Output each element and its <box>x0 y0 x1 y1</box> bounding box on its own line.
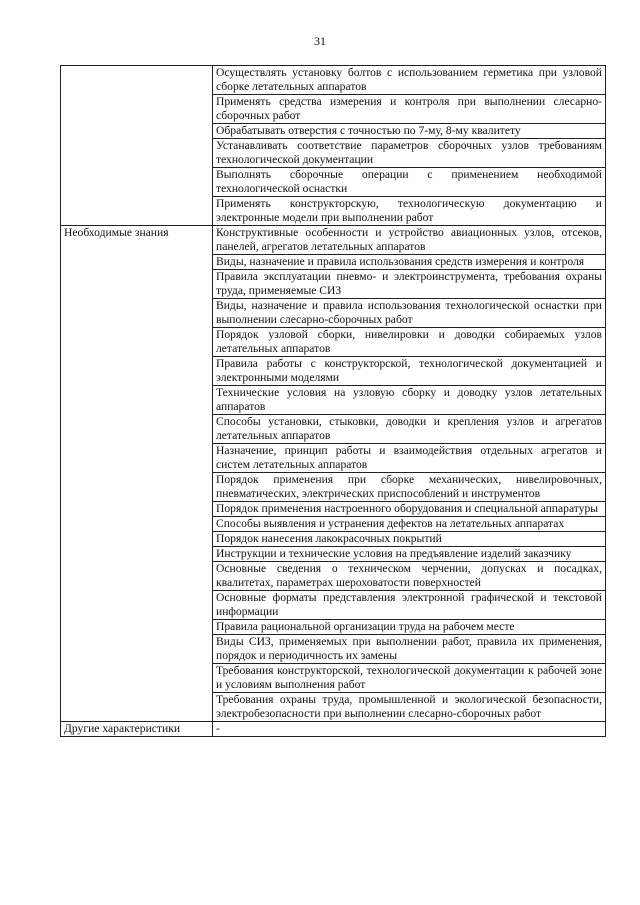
table-row <box>61 226 606 255</box>
knowledge-item: Инструкции и технические условия на предъявление изделий заказчику <box>213 547 606 562</box>
knowledge-label: Необходимые знания <box>61 226 213 722</box>
skills-item: Применять средства измерения и контроля при выполнении слесарно-сборочных работ <box>213 95 606 124</box>
knowledge-item: Правила эксплуатации пневмо- и электроинструмента, требования охраны труда, применяемые СИЗ <box>213 270 606 299</box>
knowledge-item: Виды, назначение и правила использования средств измерения и контроля <box>213 255 606 270</box>
knowledge-item: Правила рациональной организации труда на рабочем месте <box>213 620 606 635</box>
knowledge-item: Порядок узловой сборки, нивелировки и доводки собираемых узлов летательных аппаратов <box>213 328 606 357</box>
knowledge-item: Требования охраны труда, промышленной и экологической безопасности, электробезопасности при выполнении слесарно-сборочных работ <box>213 693 606 722</box>
knowledge-item: Порядок нанесения лакокрасочных покрытий <box>213 532 606 547</box>
knowledge-item: Основные форматы представления электронной графической и текстовой информации <box>213 591 606 620</box>
skills-item: Выполнять сборочные операции с применением необходимой технологической оснастки <box>213 168 606 197</box>
knowledge-item: Требования конструкторской, технологической документации к рабочей зоне и условиям выполнения работ <box>213 664 606 693</box>
knowledge-item: Правила работы с конструкторской, технологической документацией и электронными моделями <box>213 357 606 386</box>
knowledge-item: Виды, назначение и правила использования технологической оснастки при выполнении слесарно-сборочных работ <box>213 299 606 328</box>
knowledge-item: Способы установки, стыковки, доводки и крепления узлов и агрегатов летательных аппаратов <box>213 415 606 444</box>
skills-item: Устанавливать соответствие параметров сборочных узлов требованиям технологической документации <box>213 139 606 168</box>
skills-item: Обрабатывать отверстия с точностью по 7-му, 8-му квалитету <box>213 124 606 139</box>
knowledge-item: Порядок применения настроенного оборудования и специальной аппаратуры <box>213 502 606 517</box>
table-row <box>61 66 606 95</box>
knowledge-item: Технические условия на узловую сборку и доводку узлов летательных аппаратов <box>213 386 606 415</box>
knowledge-item: Виды СИЗ, применяемых при выполнении работ, правила их применения, порядок и периодичность их замены <box>213 635 606 664</box>
knowledge-item: Назначение, принцип работы и взаимодействия отдельных агрегатов и систем летательных аппаратов <box>213 444 606 473</box>
table-row <box>61 722 606 737</box>
skills-label-cell <box>61 66 213 226</box>
skills-item: Осуществлять установку болтов с использованием герметика при узловой сборке летательных аппаратов <box>213 66 606 95</box>
knowledge-item: Порядок применения при сборке механических, нивелировочных, пневматических, электрических приспособлений и инструментов <box>213 473 606 502</box>
knowledge-item: Способы выявления и устранения дефектов на летательных аппаратах <box>213 517 606 532</box>
page-number: 31 <box>314 34 326 48</box>
requirements-table <box>60 65 606 737</box>
knowledge-item: Конструктивные особенности и устройство авиационных узлов, отсеков, панелей, агрегатов летательных аппаратов <box>213 226 606 255</box>
other-characteristics-label: Другие характеристики <box>61 722 213 737</box>
knowledge-item: Основные сведения о техническом черчении, допусках и посадках, квалитетах, параметрах шероховатости поверхностей <box>213 562 606 591</box>
skills-item: Применять конструкторскую, технологическую документацию и электронные модели при выполнении работ <box>213 197 606 226</box>
other-characteristics-value: - <box>213 722 606 737</box>
